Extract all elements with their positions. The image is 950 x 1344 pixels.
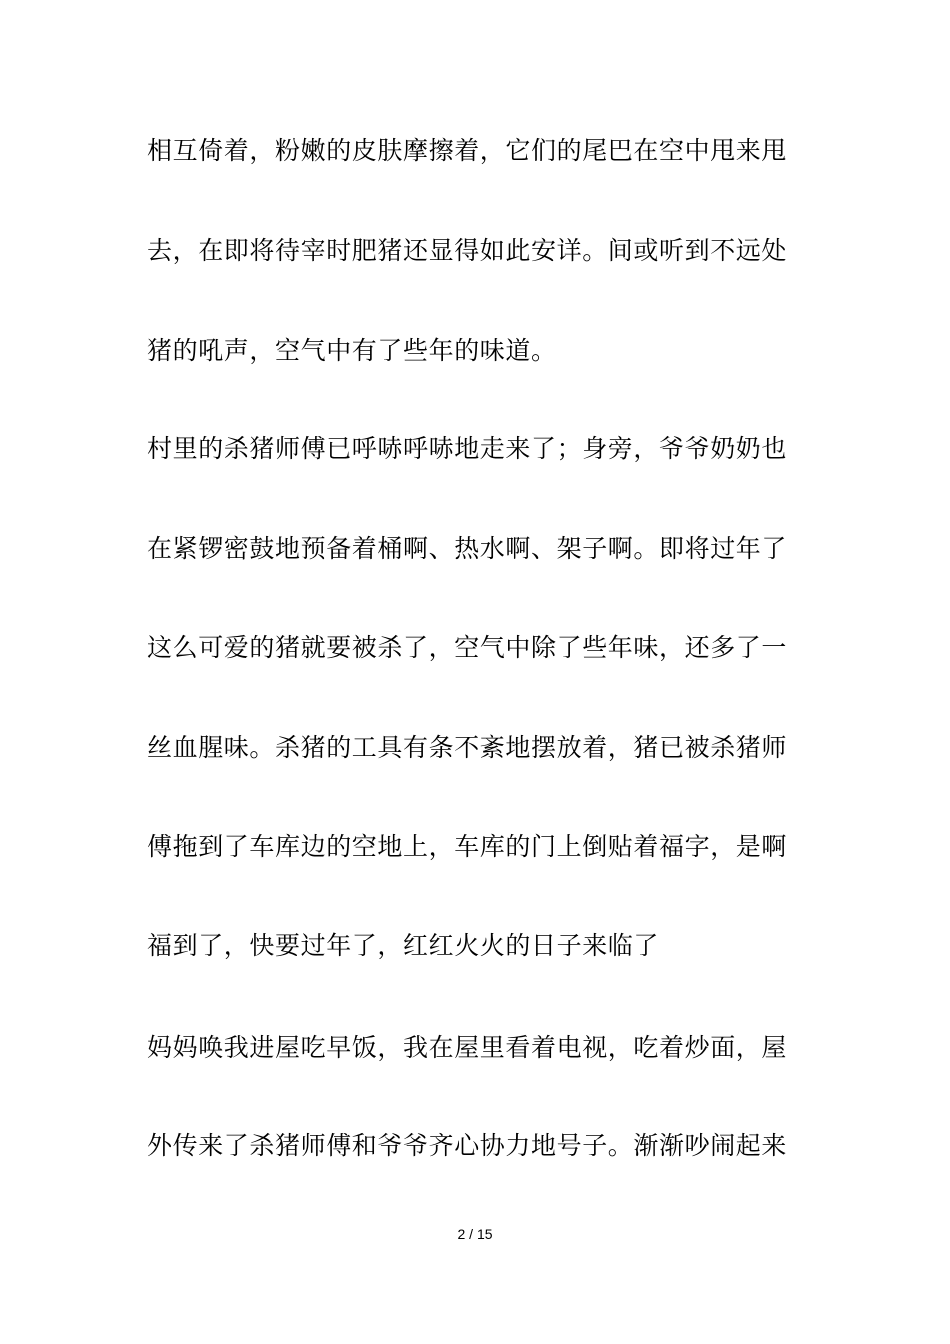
text-line-6: 这么可爱的猪就要被杀了，空气中除了些年味，还多了一 bbox=[147, 633, 788, 662]
text-line-8: 傅拖到了车库边的空地上，车库的门上倒贴着福字，是啊 bbox=[147, 832, 788, 861]
text-line-4: 村里的杀猪师傅已呼哧呼哧地走来了；身旁，爷爷奶奶也 bbox=[147, 434, 788, 463]
page-number: 2 / 15 bbox=[457, 1226, 493, 1242]
text-line-3: 猪的吼声，空气中有了些年的味道。 bbox=[147, 336, 557, 365]
text-line-10: 妈妈唤我进屋吃早饭，我在屋里看着电视，吃着炒面，屋 bbox=[147, 1033, 788, 1062]
text-line-1: 相互倚着，粉嫩的皮肤摩擦着，它们的尾巴在空中甩来甩 bbox=[147, 136, 788, 165]
text-line-9: 福到了，快要过年了，红红火火的日子来临了 bbox=[147, 931, 660, 960]
text-line-5: 在紧锣密鼓地预备着桶啊、热水啊、架子啊。即将过年了 bbox=[147, 534, 788, 563]
text-line-11: 外传来了杀猪师傅和爷爷齐心协力地号子。渐渐吵闹起来 bbox=[147, 1131, 788, 1160]
text-line-2: 去，在即将待宰时肥猪还显得如此安详。间或听到不远处 bbox=[147, 236, 788, 265]
text-line-7: 丝血腥味。杀猪的工具有条不紊地摆放着，猪已被杀猪师 bbox=[147, 733, 788, 762]
